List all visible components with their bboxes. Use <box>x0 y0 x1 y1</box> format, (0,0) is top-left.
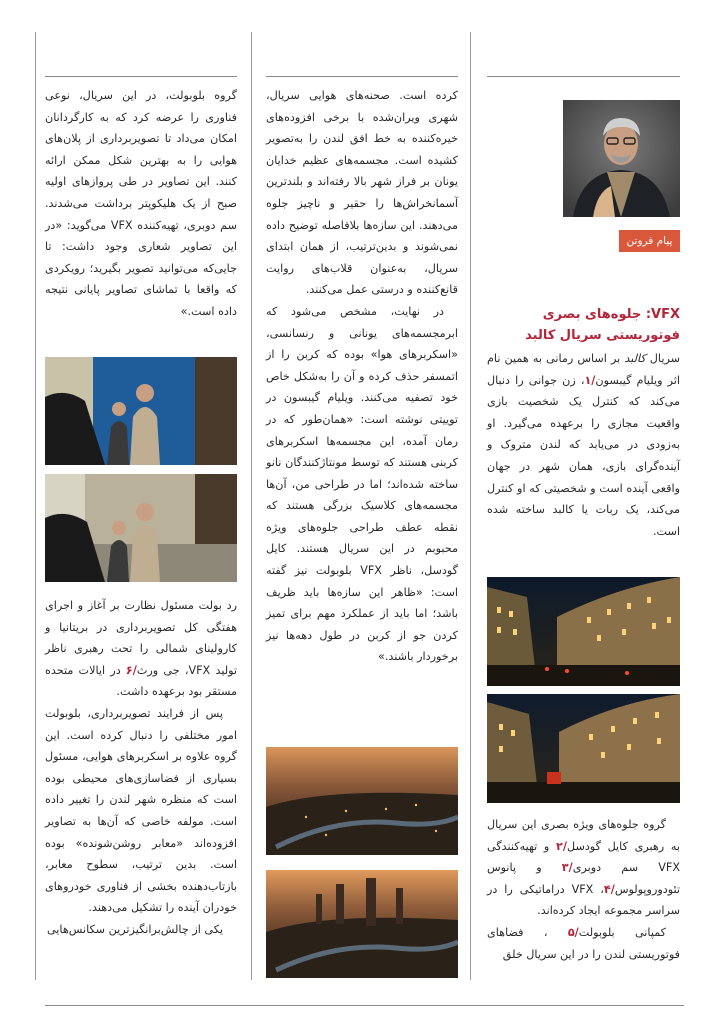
column-divider-left <box>251 32 252 980</box>
column-right-text-lower <box>487 814 680 965</box>
night-street-photo-2 <box>487 694 680 803</box>
column-left-text-lower <box>45 595 237 941</box>
characters-street-photo <box>45 474 237 582</box>
aerial-city-photo <box>266 747 458 855</box>
paragraph: گروه بلوبولت، در این سریال، نوعی فناوری را عرضه کرد که به کارگردانان امکان می‌داد تا تصویربرداری از پلان‌های هوایی را به بهترین شکل ممکن ارائه کنند. این تصاویر در طی پروازهای اولیه صبح از یک هلیکوپتر برداشت می‌شدند. سم دوبری، تهیه‌کننده VFX می‌گوید: «در این تصاویر شعاری وجود داشت: تا جایی‌که می‌توانید تصویر بگیرید؛ رویکردی که واقعا با تماشای تصاویر پایانی نتیجه داده است.» <box>45 89 237 318</box>
paragraph: پس از فرایند تصویربرداری، بلوبولت امور مختلفی را دنبال کرده است. این گروه علاوه بر اسکربرهای هوایی، مسئول بسیاری از فضاسازی‌های محیطی بوده است که منظره شهر لندن را تغییر داده است. مولفه خاصی که آن‌ها به تصاویر افزوده‌اند «معابر روشن‌شونده» بوده است. بدین ترتیب، سطوح معابر، بازتاب‌دهنده بخشی از فناوری خودروهای خودران آینده را تشکیل می‌دهند. <box>45 706 237 915</box>
paragraph: رد بولت مسئول نظارت بر آغاز و اجرای هفتگی کل تصویربرداری در بریتانیا و کارولینای شمالی را تحت رهبری ناظر تولید VFX، جی ورث/۶ در ایالات متحده مستقر بود برعهده داشت. <box>45 599 237 699</box>
bottom-frame-line <box>45 1005 684 1006</box>
column-middle-text <box>266 85 458 668</box>
aerial-city-photo-2 <box>266 870 458 978</box>
author-name-badge: پیام فروتن <box>619 230 680 252</box>
characters-interior-photo <box>45 357 237 465</box>
left-frame-line <box>35 32 36 980</box>
column-right-text <box>487 348 680 542</box>
paragraph: کمپانی بلوبولت/۵ ، فضاهای فوتوریستی لندن را در این سریال خلق <box>487 925 680 961</box>
col-middle-top-rule <box>266 76 458 77</box>
author-portrait <box>563 100 680 217</box>
paragraph: سریال کالبد بر اساس رمانی به همین نام اثر ویلیام گیبسون/۱، زن جوانی را دنبال می‌کند که کنترل یک شخصیت بازی واقعیت مجازی را برعهده می‌گیرد. او به‌زودی در می‌یابد که لندن متروک و آینده‌گرای بازی، همان شهر در جهان واقعی آینده است و شخصیتی که او کنترل می‌کند، یک ربات یا کالبد ساخته شده است. <box>487 352 681 538</box>
night-street-photo <box>487 577 680 686</box>
paragraph: در نهایت، مشخص می‌شود که ابرمجسمه‌های یونانی و رنسانسی، «اسکربرهای هوا» بوده که کربن را از اتمسفر حذف کرده و آن را به‌شکل خاص خود تصفیه می‌کنند. ویلیام گیبسون در توییتی نوشته است: «همان‌طور که در رمان آمده، این مجسمه‌ها اسکربرهای کربنی هستند که توسط مونتاژکنندگان نانو ساخته شده‌اند؛ اما در طراحی من، آن‌ها مجسمه‌های کلاسیک بزرگی هستند که نقطه عطف طراحی جلوه‌های ویژه محبوبم در این سریال هستند. کایل گودسل، ناظر VFX بلوبولت نیز گفته است: «ظاهر این سازه‌ها باید ظریف باشد؛ اما باید از عملکرد مهم برای تمیز کردن جو از کربن در طول دهه‌ها نیز برخوردار باشند.» <box>266 304 458 664</box>
paragraph: یکی از چالش‌برانگیزترین سکانس‌هایی <box>46 922 223 936</box>
column-divider-right <box>470 32 471 980</box>
col-left-top-rule <box>45 76 237 77</box>
article-heading: VFX: جلوه‌های بصری فوتوریستی سریال کالبد <box>525 307 680 343</box>
column-left-text <box>45 85 237 323</box>
col-right-top-rule <box>487 76 680 77</box>
paragraph: کرده است. صحنه‌های هوایی سریال، شهری ویران‌شده با برخی افزوده‌های خیره‌کننده به خط افق لندن را به‌تصویر کشیده است. مجسمه‌های عظیم خدایان یونان بر فراز شهر بالا رفته‌اند و بلندترین آسمانخراش‌ها را حقیر و ناچیز جلوه می‌دهند. این سازه‌ها بلافاصله توضیح داده نمی‌شوند و بدین‌ترتیب، از همان ابتدای سریال، به‌عنوان قلاب‌های روایت قانع‌کننده و درستی عمل می‌کنند. <box>266 89 458 297</box>
paragraph: گروه جلوه‌های ویژه بصری این سریال به رهبری کایل گودسل/۲ و تهیه‌کنندگی VFX سم دوبری/۳ و پانوس تئودوروپولوس/۴، VFX دراماتیکی را در سراسر مجموعه ایجاد کرده‌اند. <box>487 818 681 918</box>
